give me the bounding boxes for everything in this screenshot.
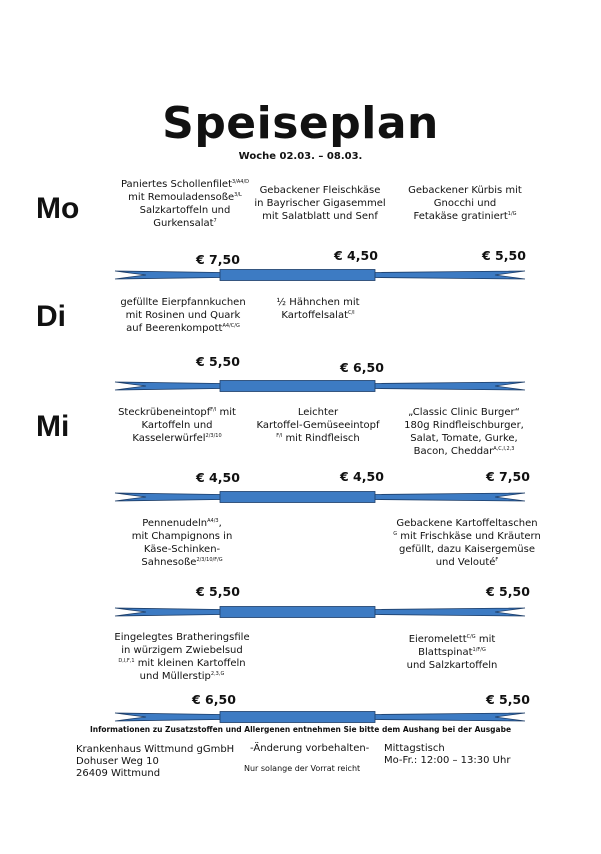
dish-line: mit Rosinen und Quark (125, 310, 241, 321)
address-line-3: 26409 Wittmund (76, 768, 161, 779)
allergen-code: 7 (213, 218, 217, 224)
row-divider-4 (0, 605, 601, 619)
dish-line: Steckrübeneintopf$^{F/I}$ mit (118, 407, 236, 418)
dish-mo-2 (250, 184, 390, 223)
dish-row4-2 (384, 517, 550, 569)
dish-line: $^{D,I,F,1}$ mit kleinen Kartoffeln (118, 658, 246, 669)
dish-line: Gurkensalat$^7$ (153, 218, 217, 229)
dish-line: Salat, Tomate, Gurke, (410, 433, 518, 444)
allergen-code: 3/A4/D (232, 179, 250, 185)
price-row4-1: € 5,50 (196, 584, 240, 599)
address-block (76, 744, 234, 780)
allergen-code: A,C,I,2,3 (493, 446, 515, 452)
allergen-code: G (393, 531, 398, 537)
allergen-code: C/G (466, 634, 476, 640)
allergen-code: 3/L (234, 192, 242, 198)
allergen-code: 2/3/10/F/G (196, 557, 223, 563)
dish-line: Kartoffeln und (141, 420, 213, 431)
dish-line: Käse-Schinken- (143, 544, 221, 555)
change-note: -Änderung vorbehalten- (250, 743, 370, 754)
price-mo-1: € 7,50 (196, 252, 240, 267)
dish-line: „Classic Clinic Burger“ (408, 407, 520, 418)
dish-line: Sahnesoße$^{2/3/10/F/G}$ (141, 557, 223, 568)
dish-line: Paniertes Schollenfilet$^{3/A4/D}$ (120, 179, 250, 190)
address-line-2: Dohuser Weg 10 (76, 756, 159, 767)
row-divider-3 (0, 490, 601, 504)
dish-line: Gebackener Kürbis mit (408, 185, 522, 196)
dish-mo-1 (110, 178, 260, 230)
dish-line: Salzkartoffeln und (139, 205, 231, 216)
dish-line: Blattspinat$^{1/F/G}$ (418, 647, 486, 658)
dish-line: Bacon, Cheddar$^{A,C,I,2,3}$ (413, 446, 515, 457)
day-label-mi: Mi (36, 410, 70, 443)
dish-mi-2 (248, 406, 388, 445)
price-di-1: € 5,50 (196, 354, 240, 369)
dish-line: Gebackene Kartoffeltaschen (396, 518, 538, 529)
dish-di-2 (248, 296, 388, 322)
dish-line: gefüllt, dazu Kaisergemüse (399, 544, 535, 555)
lunch-hours: Mo-Fr.: 12:00 – 13:30 Uhr (384, 755, 511, 766)
price-di-2: € 6,50 (340, 360, 384, 375)
dish-row5-2 (392, 633, 512, 672)
dish-line: $^{F/I}$ mit Rindfleisch (276, 433, 360, 444)
dish-row4-1 (112, 517, 252, 569)
dish-line: mit Champignons in (131, 531, 233, 542)
price-mi-1: € 4,50 (196, 470, 240, 485)
allergen-code: C/I (348, 310, 355, 316)
dish-row5-1 (110, 631, 254, 683)
stock-note: Nur solange der Vorrat reicht (244, 764, 361, 773)
price-mo-2: € 4,50 (334, 248, 378, 263)
dish-line: Fetakäse gratiniert$^{1/G}$ (413, 211, 517, 222)
dish-mi-3 (396, 406, 532, 458)
day-label-mo: Mo (36, 192, 80, 225)
dish-mi-1 (112, 406, 242, 445)
allergen-code: A4/3 (207, 518, 219, 524)
dish-line: Kartoffelsalat$^{C/I}$ (281, 310, 355, 321)
dish-line: mit Salatblatt und Senf (262, 211, 378, 222)
dish-line: mit Remouladensoße$^{3/L}$ (128, 192, 242, 203)
lunch-block (384, 743, 510, 767)
allergen-code: 2/3/10 (205, 433, 222, 439)
dish-line: in Bayrischer Gigasemmel (254, 198, 386, 209)
allergen-code: F/I (210, 407, 217, 413)
allergen-code: F (495, 557, 499, 563)
dish-line: Kasselerwürfel$^{2/3/10}$ (132, 433, 222, 444)
price-mi-3: € 7,50 (486, 469, 530, 484)
dish-line: Gebackener Fleischkäse (259, 185, 381, 196)
page-title: Speiseplan (162, 98, 439, 149)
dish-line: Leichter (297, 407, 339, 418)
dish-line: und Salzkartoffeln (406, 660, 498, 671)
address-line-1: Krankenhaus Wittmund gGmbH (76, 744, 235, 755)
lunch-title: Mittagstisch (384, 743, 445, 754)
allergen-code: F/I (276, 433, 283, 439)
allergen-code: A4/C/G (222, 323, 240, 329)
row-divider-5 (0, 710, 601, 724)
dish-line: ½ Hähnchen mit (276, 297, 360, 308)
dish-line: in würzigem Zwiebelsud (121, 645, 243, 656)
price-row5-1: € 6,50 (192, 692, 236, 707)
dish-line: Gnocchi und (433, 198, 497, 209)
allergen-code: 2,3,G (210, 671, 225, 677)
price-row5-2: € 5,50 (486, 692, 530, 707)
row-divider-1 (0, 268, 601, 282)
day-label-di: Di (36, 300, 66, 333)
allergen-code: 1/G (507, 211, 517, 217)
dish-line: $^G$ mit Frischkäse und Kräutern (393, 531, 541, 542)
week-range: Woche 02.03. – 08.03. (238, 151, 363, 162)
dish-line: und Velouté$^F$ (435, 557, 499, 568)
price-row4-2: € 5,50 (486, 584, 530, 599)
row-divider-2 (0, 379, 601, 393)
dish-mo-3 (390, 184, 540, 223)
dish-line: gefüllte Eierpfannkuchen (120, 297, 246, 308)
dish-line: Pennenudeln$^{A4/3}$, (142, 518, 222, 529)
price-mi-2: € 4,50 (340, 469, 384, 484)
dish-line: Eingelegtes Bratheringsfile (114, 632, 250, 643)
price-mo-3: € 5,50 (482, 248, 526, 263)
dish-line: Eieromelett$^{C/G}$ mit (408, 634, 496, 645)
dish-line: 180g Rindfleischburger, (404, 420, 524, 431)
dish-line: Kartoffel-Gemüseeintopf (256, 420, 380, 431)
allergen-note: Informationen zu Zusatzstoffen und Allergenen entnehmen Sie bitte dem Aushang bei der Ausgabe (89, 725, 512, 734)
allergen-code: 1/F/G (472, 647, 486, 653)
allergen-code: D,I,F,1 (118, 658, 135, 664)
dish-di-1 (108, 296, 258, 335)
dish-line: auf Beerenkompott$^{A4/C/G}$ (126, 323, 240, 334)
dish-line: und Müllerstip$^{2,3,G}$ (139, 671, 225, 682)
